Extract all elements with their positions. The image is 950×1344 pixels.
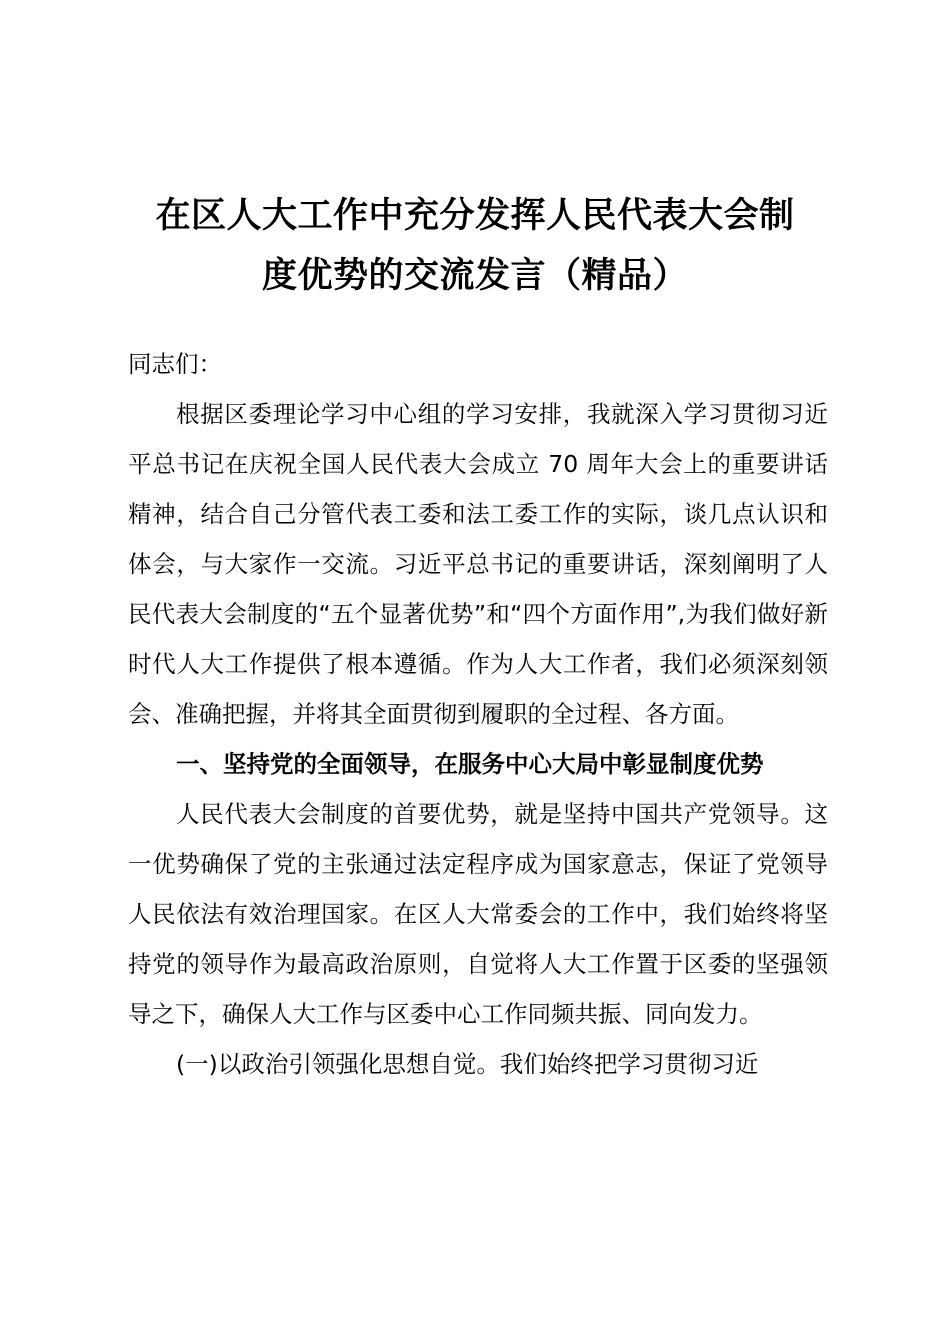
document-body [128,339,828,1089]
title-line-2: 度优势的交流发言（精品） [261,256,688,296]
paragraph-subsection-1: (一)以政治引领强化思想自觉。我们始终把学习贯彻习近 [176,1050,759,1078]
paragraph-section-1: 人民代表大会制度的首要优势，就是坚持中国共产党领导。这一优势确保了党的主张通过法定程序成为国家意志，保证了党领导人民依法有效治理国家。在区人大常委会的工作中，我们始终将坚持党的领导作为最高政治原则，自觉将人大工作置于区委的坚强领导之下，确保人大工作与区委中心工作同频共振、同向发力。 [128,800,828,1028]
title-line-1: 在区人大工作中充分发挥人民代表大会制 [155,196,795,236]
document-title [118,186,832,306]
greeting: 同志们： [128,350,222,378]
section-heading: 一、坚持党的全面领导，在服务中心大局中彰显制度优势 [176,750,764,778]
paragraph-intro: 根据区委理论学习中心组的学习安排，我就深入学习贯彻习近平总书记在庆祝全国人民代表大会成立 70 周年大会上的重要讲话精神，结合自己分管代表工委和法工委工作的实际，谈几点认识和体会，与大家作一交流。习近平总书记的重要讲话，深刻阐明了人民代表大会制度的“五个显著优势”和“四个方面作用”,为我们做好新时代人大工作提供了根本遵循。作为人大工作者，我们必须深刻领会、准确把握，并将其全面贯彻到履职的全过程、各方面。 [128,400,828,728]
